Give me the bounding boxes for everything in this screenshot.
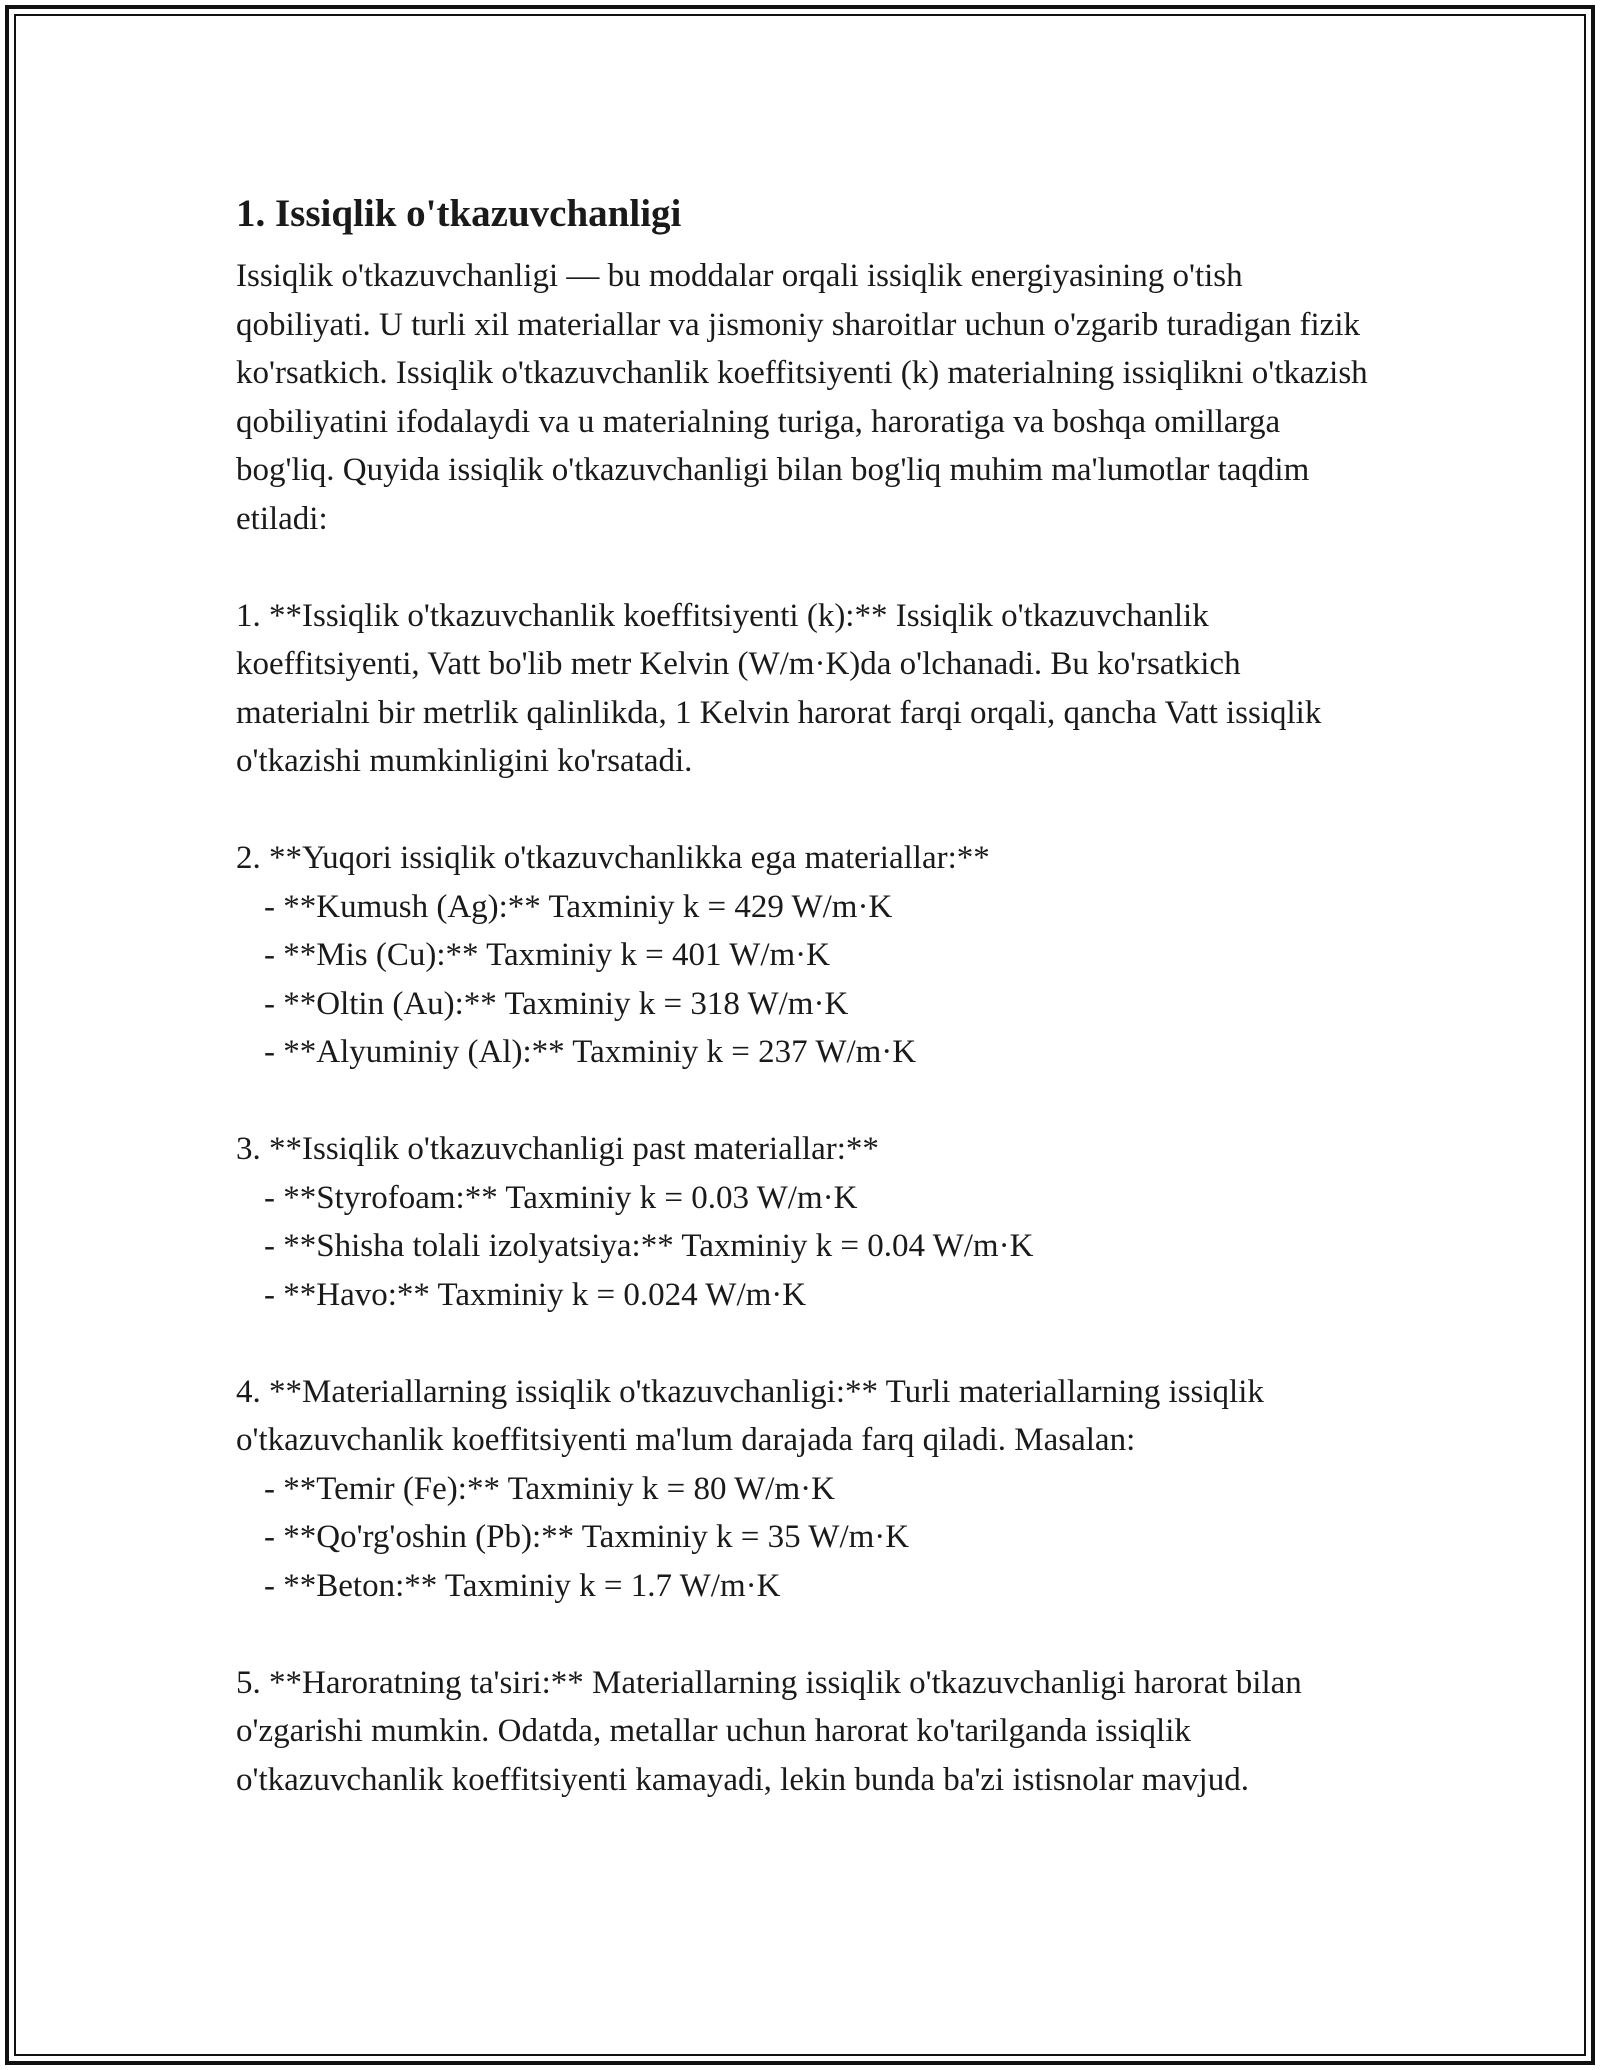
section-3-heading: 3. **Issiqlik o'tkazuvchanligi past materiallar:** xyxy=(236,1131,879,1167)
spacer xyxy=(236,1077,1376,1126)
list-item: - **Mis (Cu):** Taxminiy k = 401 W/m·K xyxy=(264,937,830,973)
section-1-text: 1. **Issiqlik o'tkazuvchanlik koeffitsiyenti (k):** Issiqlik o'tkazuvchanlik koeffitsiyenti, Vatt bo'lib metr Kelvin (W/m·K)da o'lchanadi. Bu ko'rsatkich materialni bir metrlik qalinlikda, 1 Kelvin harorat farqi orqali, qancha Vatt issiqlik o'tkazishi mumkinligini ko'rsatadi. xyxy=(236,597,1322,779)
list-item: - **Kumush (Ag):** Taxminiy k = 429 W/m·K xyxy=(264,888,893,925)
page-title: 1. Issiqlik o'tkazuvchanligi xyxy=(236,192,682,235)
list-item: - **Shisha tolali izolyatsiya:** Taxminiy k = 0.04 W/m·K xyxy=(264,1228,1034,1264)
spacer xyxy=(236,1319,1376,1368)
document-body xyxy=(236,188,1376,1804)
list-item: - **Oltin (Au):** Taxminiy k = 318 W/m·K xyxy=(264,985,849,1022)
list-item: - **Alyuminiy (Al):** Taxminiy k = 237 W/m·K xyxy=(264,1034,917,1070)
list-item: - **Temir (Fe):** Taxminiy k = 80 W/m·K xyxy=(264,1470,835,1507)
section-5-text: 5. **Haroratning ta'siri:** Materiallarning issiqlik o'tkazuvchanligi harorat bilan o'zgarishi mumkin. Odatda, metallar uchun harorat ko'tarilganda issiqlik o'tkazuvchanlik koeffitsiyenti kamayadi, lekin bunda ba'zi istisnolar mavjud. xyxy=(236,1664,1302,1798)
section-3 xyxy=(236,1125,1376,1319)
spacer xyxy=(236,543,1376,592)
list-item: - **Styrofoam:** Taxminiy k = 0.03 W/m·K xyxy=(264,1179,858,1216)
list-item: - **Beton:** Taxminiy k = 1.7 W/m·K xyxy=(264,1567,781,1604)
intro-paragraph: Issiqlik o'tkazuvchanligi — bu moddalar orqali issiqlik energiyasining o'tish qobiliyati. U turli xil materiallar va jismoniy sharoitlar uchun o'zgarib turadigan fizik ko'rsatkich. Issiqlik o'tkazuvchanlik koeffitsiyenti (k) materialning issiqlikni o'tkazish qobiliyatini ifodalaydi va u materialning turiga, haroratiga va boshqa omillarga bog'liq. Quyida issiqlik o'tkazuvchanligi bilan bog'liq muhim ma'lumotlar taqdim etiladi: xyxy=(236,258,1368,537)
section-1 xyxy=(236,592,1376,786)
section-2 xyxy=(236,834,1376,1077)
spacer xyxy=(236,1610,1376,1659)
section-4-text: 4. **Materiallarning issiqlik o'tkazuvchanligi:** Turli materiallarning issiqlik o'tkazuvchanlik koeffitsiyenti ma'lum darajada farq qiladi. Masalan: xyxy=(236,1373,1264,1458)
list-item: - **Havo:** Taxminiy k = 0.024 W/m·K xyxy=(264,1276,807,1313)
section-5 xyxy=(236,1659,1376,1805)
section-4 xyxy=(236,1368,1376,1611)
spacer xyxy=(236,786,1376,835)
list-item: - **Qo'rg'oshin (Pb):** Taxminiy k = 35 W/m·K xyxy=(264,1519,910,1555)
section-2-heading: 2. **Yuqori issiqlik o'tkazuvchanlikka ega materiallar:** xyxy=(236,840,990,876)
